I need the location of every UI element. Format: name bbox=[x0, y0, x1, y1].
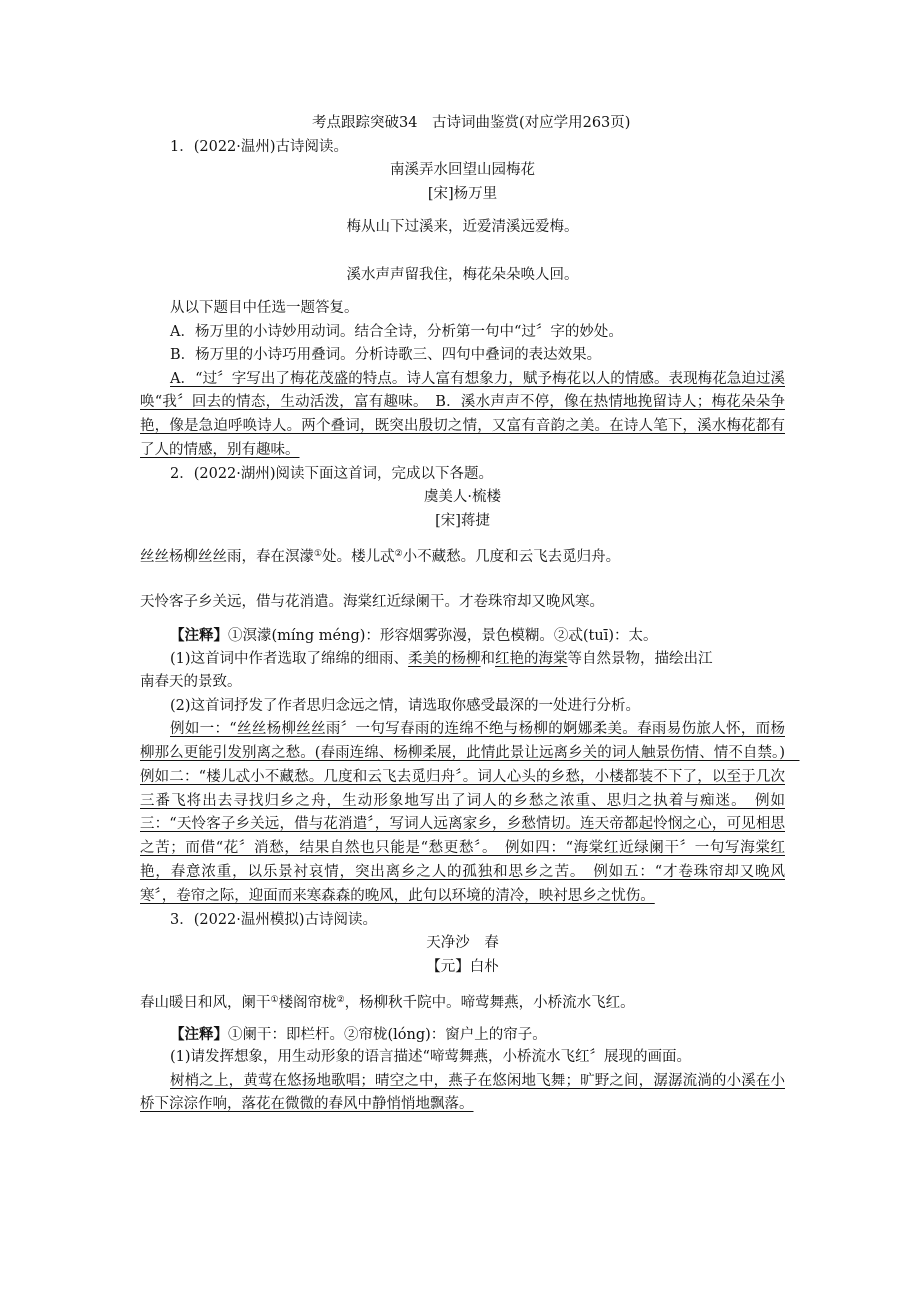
q1-answer: A．“过〞字写出了梅花茂盛的特点。诗人富有想象力，赋予梅花以人的情感。表现梅花急迫过溪唤“我〞回去的情态，生动活泼，富有趣味。 B．溪水声声不停，像在热情地挽留诗人；梅花朵朵争艳，像是急迫呼唤诗人。两个叠词，既突出殷切之情，又富有音韵之美。在诗人笔下，溪水梅花都有了人的情感，别有趣味。 bbox=[140, 370, 785, 458]
document-page bbox=[140, 112, 800, 1117]
q3-notes: 【注释】①阑干：即栏杆。②帘栊(lóng)：窗户上的帘子。 bbox=[170, 1025, 547, 1043]
q3-sub-question-1: (1)请发挥想象，用生动形象的语言描述“啼莺舞燕，小桥流水飞红〞展现的画面。 bbox=[170, 1049, 691, 1066]
q2-notes: 【注释】①溟濛(míng méng)：形容烟雾弥漫，景色模糊。②忒(tuī)：太。 bbox=[170, 627, 658, 645]
q2-author: [宋]蒋捷 bbox=[435, 512, 490, 529]
page-header: 考点跟踪突破34 古诗词曲鉴赏(对应学用263页) bbox=[312, 115, 631, 131]
q3-author: 【元】白朴 bbox=[426, 958, 499, 975]
q1-poem-line-1: 梅从山下过溪来，近爱清溪远爱梅。 bbox=[346, 219, 579, 235]
q3-poem-line-1: 春山暖日和风，阑干①楼阁帘栊②，杨柳秋千院中。啼莺舞燕，小桥流水飞红。 bbox=[140, 995, 635, 1012]
q2-poem-line-1: 丝丝杨柳丝丝雨，春在溟濛①处。楼儿忒②小不藏愁。几度和云飞去觅归舟。 bbox=[140, 549, 621, 566]
q1-instruction: 从以下题目中任选一题答复。 bbox=[170, 300, 359, 316]
q2-poem-line-2: 天怜客子乡关远，借与花消遣。海棠红近绿阑干。才卷珠帘却又晚风寒。 bbox=[140, 593, 604, 610]
q1-stem: 1．(2022·温州)古诗阅读。 bbox=[170, 138, 349, 155]
q2-sub-question-1: (1)这首词中作者选取了绵绵的细雨、柔美的杨柳和红艳的海棠等自然景物，描绘出江 bbox=[170, 650, 713, 667]
q1-poem-title: 南溪弄水回望山园梅花 bbox=[390, 162, 535, 178]
q3-stem: 3．(2022·温州模拟)古诗阅读。 bbox=[170, 911, 378, 928]
q3-answer: 树梢之上，黄莺在悠扬地歌唱；晴空之中，燕子在悠闲地飞舞；旷野之间，潺潺流淌的小溪在小桥下淙淙作响，落花在微微的春风中静悄悄地飘落。 bbox=[140, 1072, 785, 1113]
q1-option-a: A．杨万里的小诗妙用动词。结合全诗，分析第一句中“过〞字的妙处。 bbox=[170, 323, 623, 340]
q2-sub-question-1-cont: 南春天的景致。 bbox=[140, 674, 242, 691]
q3-poem-title: 天净沙 春 bbox=[426, 935, 499, 952]
q1-poem-line-2: 溪水声声留我住，梅花朵朵唤人回。 bbox=[346, 266, 579, 283]
q1-option-b: B．杨万里的小诗巧用叠词。分析诗歌三、四句中叠词的表达效果。 bbox=[170, 347, 602, 363]
q2-answer: 例如一：“丝丝杨柳丝丝雨〞一句写春雨的连绵不绝与杨柳的婀娜柔美。春雨易伤旅人怀，而杨柳那么更能引发别离之愁。(春雨连绵、杨柳柔展，此情此景让远离乡关的词人触景伤情、情不自禁。) 例如二：“楼儿忒小不藏愁。几度和云飞去觅归舟〞。词人心头的乡愁，小楼都装不下了，以至于几次三番飞将出去寻找归乡之舟，生动形象地写出了词人的乡愁之浓重、思归之执着与痴迷。 例如三：“天怜客子乡关远，借与花消遣〞，写词人远离家乡，乡愁情切。连天帝都起怜悯之心，可见相思之苦；而借“花〞消愁，结果自然也只能是“愁更愁〞。 例如四：“海棠红近绿阑干〞一句写海棠红艳，春意浓重，以乐景衬哀情，突出离乡之人的孤独和思乡之苦。 例如五：“才卷珠帘却又晚风寒〞，卷帘之际，迎面而来寒森森的晚风，此句以环境的清冷，映衬思乡之忧伤。 bbox=[140, 721, 800, 904]
q1-author: [宋]杨万里 bbox=[427, 185, 498, 202]
q2-poem-title: 虞美人·梳楼 bbox=[423, 489, 502, 506]
q2-sub-question-2: (2)这首词抒发了作者思归念远之情，请选取你感受最深的一处进行分析。 bbox=[170, 697, 641, 714]
q2-stem: 2．(2022·湖州)阅读下面这首词，完成以下各题。 bbox=[170, 465, 494, 482]
